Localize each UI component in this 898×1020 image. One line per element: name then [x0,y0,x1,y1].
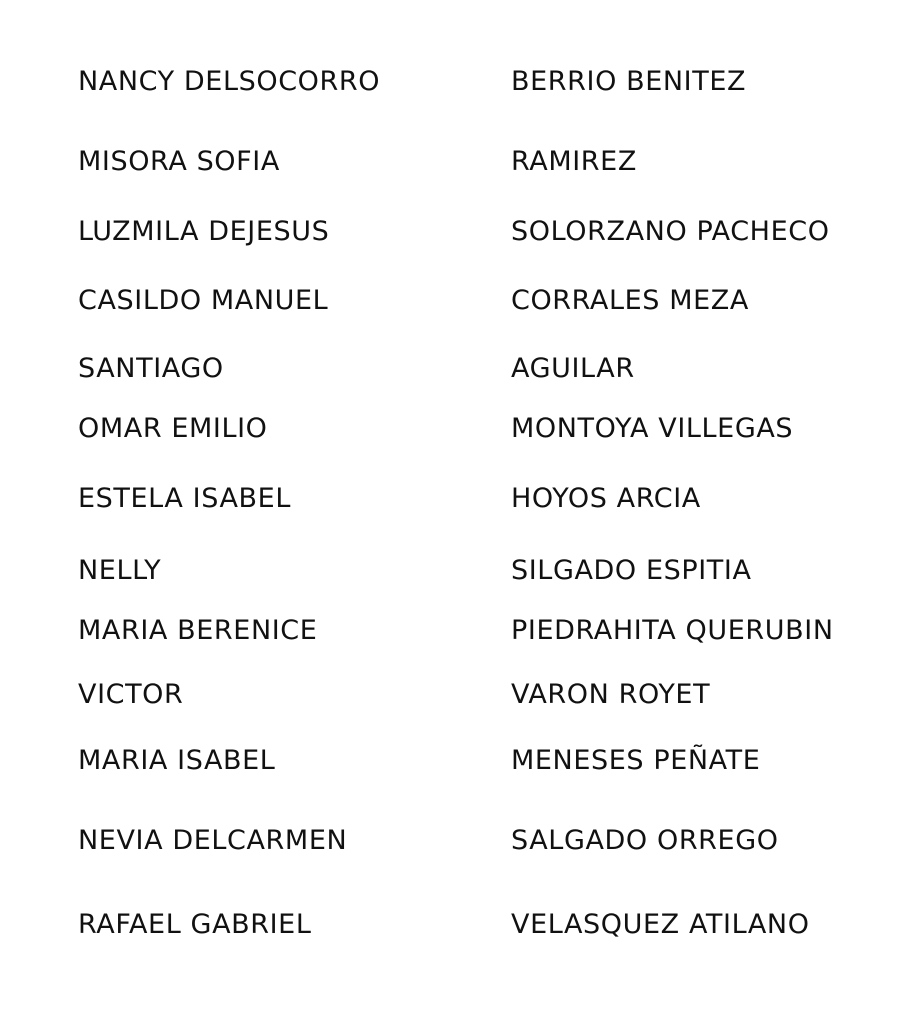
first-name-cell: OMAR EMILIO [78,413,268,444]
first-name-cell: NELLY [78,555,162,586]
last-name-cell: CORRALES MEZA [511,285,749,316]
last-name-cell: SALGADO ORREGO [511,825,779,856]
first-name-cell: MARIA ISABEL [78,745,276,776]
first-name-cell: MARIA BERENICE [78,615,318,646]
first-name-cell: NANCY DELSOCORRO [78,66,381,97]
first-name-cell: VICTOR [78,679,184,710]
first-name-cell: ESTELA ISABEL [78,483,291,514]
last-name-cell: VELASQUEZ ATILANO [511,909,810,940]
last-name-cell: PIEDRAHITA QUERUBIN [511,615,834,646]
last-name-cell: BERRIO BENITEZ [511,66,747,97]
first-name-cell: NEVIA DELCARMEN [78,825,348,856]
first-name-cell: CASILDO MANUEL [78,285,329,316]
first-name-cell: LUZMILA DEJESUS [78,216,330,247]
last-name-cell: MENESES PEÑATE [511,745,761,776]
first-name-cell: RAFAEL GABRIEL [78,909,312,940]
last-name-cell: SOLORZANO PACHECO [511,216,830,247]
last-name-cell: HOYOS ARCIA [511,483,701,514]
last-name-cell: VARON ROYET [511,679,711,710]
last-name-cell: AGUILAR [511,353,635,384]
last-name-cell: SILGADO ESPITIA [511,555,752,586]
last-name-cell: RAMIREZ [511,146,637,177]
first-name-cell: SANTIAGO [78,353,224,384]
last-name-cell: MONTOYA VILLEGAS [511,413,794,444]
first-name-cell: MISORA SOFIA [78,146,280,177]
